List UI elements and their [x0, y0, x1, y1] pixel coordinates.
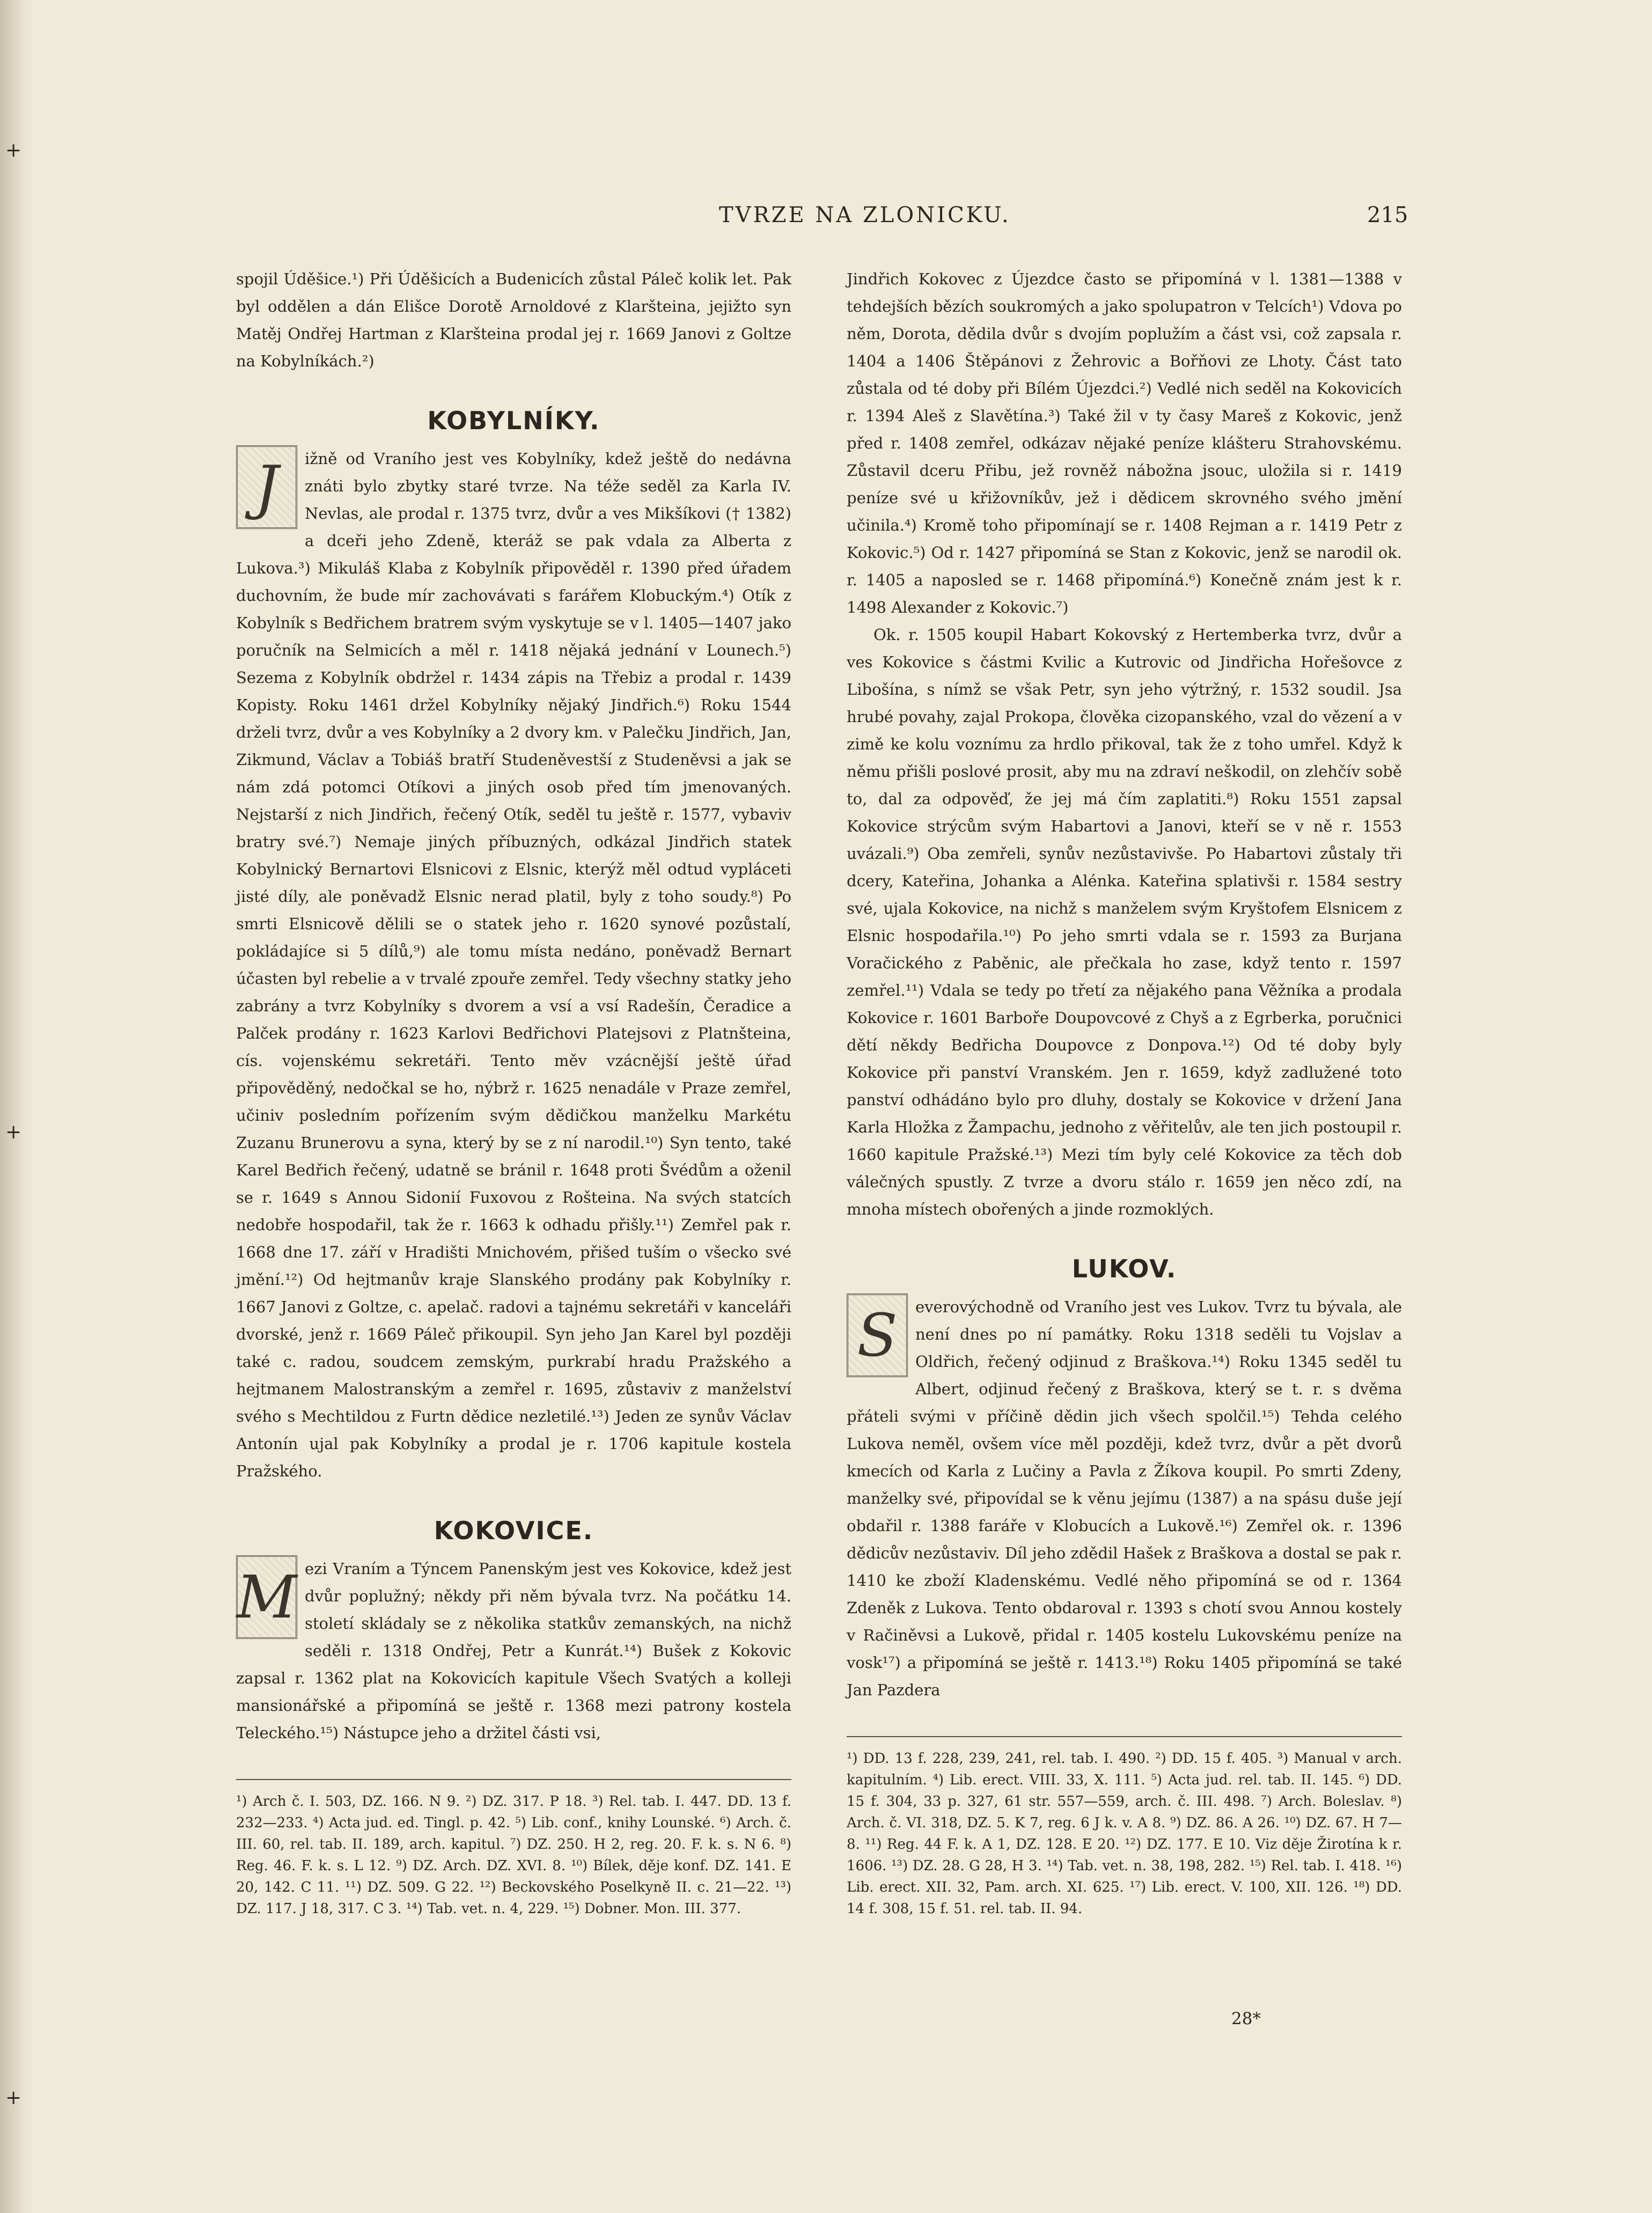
left-column: [236, 266, 791, 1920]
page-binding-edge: [0, 0, 32, 2213]
paragraph: Ok. r. 1505 koupil Habart Kokovský z Hertemberka tvrz, dvůr a ves Kokovice s částmi Kvilic a Kutrovic od Jindřicha Hořešovce z Libošína, s nímž se však Petr, syn jeho výtržný, r. 1532 soudil. Jsa hrubé povahy, zajal Prokopa, člověka cizopanského, vzal do vězení a v zimě ke kolu voznímu za hrdlo přikoval, tak že z toho umřel. Když k němu přišli poslové prosit, aby mu na zdraví neškodil, on zlehčív sobě to, dal za odpověď, že jej má čím zaplatiti.⁸) Roku 1551 zapsal Kokovice strýcům svým Habartovi a Janovi, kteří se v ně r. 1553 uvázali.⁹) Oba zemřeli, synův nezůstavivše. Po Habartovi zůstaly tři dcery, Kateřina, Johanka a Alénka. Kateřina splativši r. 1584 sestry své, ujala Kokovice, na nichž s manželem svým Kryštofem Elsnicem z Elsnic hospodařila.¹⁰) Po jeho smrti vdala se r. 1593 za Burjana Voračického z Paběnic, ale přečkala ho zase, když tento r. 1597 zemřel.¹¹) Vdala se tedy po třetí za nějakého pana Věžníka a prodala Kokovice r. 1601 Barboře Doupovcové z Chyš a z Egrberka, poručnici dětí někdy Bedřicha Doupovce z Donpova.¹²) Od té doby byly Kokovice při panství Vranském. Jen r. 1659, když zadlužené toto panství odhádáno bylo pro dluhy, dostaly se Kokovice v držení Jana Karla Hložka z Žampachu, jednoho z věřitelův, ale ten jich postoupil r. 1660 kapitule Pražské.¹³) Mezi tím byly celé Kokovice za těch dob válečných spustly. Z tvrze a dvoru stálo r. 1659 jen něco zdí, na mnoha místech obořených a jinde rozmoklých.: [847, 626, 1402, 1218]
section-title-kokovice: KOKOVICE.: [434, 1516, 594, 1545]
footnotes-right: ¹) DD. 13 f. 228, 239, 241, rel. tab. I. 490. ²) DD. 15 f. 405. ³) Manual v arch. kapitulním. ⁴) Lib. erect. VIII. 33, X. 111. ⁵) Acta jud. rel. tab. II. 145. ⁶) DD. 15 f. 304, 33 p. 327, 61 str. 557—559, arch. č. III. 498. ⁷) Arch. Boleslav. ⁸) Arch. č. VI. 318, DZ. 5. K 7, reg. 6 J k. v. A 8. ⁹) DZ. 86. A 26. ¹⁰) DZ. 67. H 7—8. ¹¹) Reg. 44 F. k. A 1, DZ. 128. E 20. ¹²) DZ. 177. E 10. Viz děje Žirotína k r. 1606. ¹³) DZ. 28. G 28, H 3. ¹⁴) Tab. vet. n. 38, 198, 282. ¹⁵) Rel. tab. I. 418. ¹⁶) Lib. erect. XII. 32, Pam. arch. XI. 625. ¹⁷) Lib. erect. V. 100, XII. 126. ¹⁸) DD. 14 f. 308, 15 f. 51. rel. tab. II. 94.: [847, 1736, 1402, 1920]
ornamental-initial: J: [236, 445, 297, 529]
binding-marker: +: [5, 139, 22, 161]
paragraph: spojil Úděšice.¹) Při Úděšicích a Budenicích zůstal Páleč kolik let. Pak byl oddělen a dán Elišce Dorotě Arnoldové z Klaršteina, jejižto syn Matěj Ondřej Hartman z Klaršteina prodal jej r. 1669 Janovi z Goltze na Kobylníkách.²): [236, 270, 791, 370]
right-column: [847, 266, 1402, 1920]
printer-signature: 28*: [1231, 2009, 1261, 2028]
footnotes-left: ¹) Arch č. I. 503, DZ. 166. N 9. ²) DZ. 317. P 18. ³) Rel. tab. I. 447. DD. 13 f. 232—233. ⁴) Acta jud. ed. Tingl. p. 42. ⁵) Lib. conf., knihy Lounské. ⁶) Arch. č. III. 60, rel. tab. II. 189, arch. kapitul. ⁷) DZ. 250. H 2, reg. 20. F. k. s. N 6. ⁸) Reg. 46. F. k. s. L 12. ⁹) DZ. Arch. DZ. XVI. 8. ¹⁰) Bílek, děje konf. DZ. 141. E 20, 142. C 11. ¹¹) DZ. 509. G 22. ¹²) Beckovského Poselkyně II. c. 21—22. ¹³) DZ. 117. J 18, 317. C 3. ¹⁴) Tab. vet. n. 4, 229. ¹⁵) Dobner. Mon. III. 377.: [236, 1779, 791, 1920]
paragraph: [236, 1555, 791, 1747]
page-number: 215: [1367, 203, 1408, 227]
binding-marker: +: [5, 1121, 22, 1143]
section-text: ižně od Vraního jest ves Kobylníky, kdež ještě do nedávna znáti bylo zbytky staré tvrze. Na téže seděl za Karla IV. Nevlas, ale prodal r. 1375 tvrz, dvůr a ves Mikšíkovi († 1382) a dceři jeho Zdeně, kteráž se pak vdala za Alberta z Lukova.³) Mikuláš Klaba z Kobylník připověděl r. 1390 před úřadem duchovním, že bude mír zachovávati s farářem Klobuckým.⁴) Otík z Kobylník s Bedřichem bratrem svým vyskytuje se v l. 1405—1407 jako poručník na Selmicích a měl r. 1418 nějaká jednání v Lounech.⁵) Sezema z Kobylník obdržel r. 1434 zápis na Třebiz a prodal r. 1439 Kopisty. Roku 1461 držel Kobylníky nějaký Jindřich.⁶) Roku 1544 drželi tvrz, dvůr a ves Kobylníky a 2 dvory km. v Palečku Jindřich, Jan, Zikmund, Václav a Tobiáš bratří Studeněvestší z Studeněvsi a jak se nám zdá potomci Otíkovi a jiných osob před tím jmenovaných. Nejstarší z nich Jindřich, řečený Otík, seděl tu ještě r. 1577, vybaviv bratry své.⁷) Nemaje jiných příbuzných, odkázal Jindřich statek Kobylnický Bernartovi Elsnicovi z Elsnic, kterýž měl odtud vypláceti jisté díly, ale poněvadž Elsnic nerad platil, byly z toho soudy.⁸) Po smrti Elsnicově dělili se o statek jeho r. 1620 synové pozůstalí, pokládajíce si 5 dílů,⁹) ale tomu místa nedáno, poněvadž Bernart účasten byl rebelie a v trvalé zpouře zemřel. Tedy všechny statky jeho zabrány a tvrz Kobylníky s dvorem a vsí a vsí Radešín, Čeradice a Palček prodány r. 1623 Karlovi Bedřichovi Platejsovi z Platnšteina, cís. vojenskému sekretáři. Tento měv vzácnější ještě úřad připověděný, nedočkal se ho, nýbrž r. 1625 nenadále v Praze zemřel, učiniv posledním pořízením svým dědičkou manželku Markétu Zuzanu Brunerovu a syna, který by se z ní narodil.¹⁰) Syn tento, také Karel Bedřich řečený, udatně se bránil r. 1648 proti Švédům a oženil se r. 1649 s Annou Sidonií Fuxovou z Rošteina. Na svých statcích nedobře hospodařil, tak že r. 1663 k odhadu přišly.¹¹) Zemřel pak r. 1668 dne 17. září v Hradišti Mnichovém, přišed tuším o všecko své jmění.¹²) Od hejtmanův kraje Slanského prodány pak Kobylníky r. 1667 Janovi z Goltze, c. apelač. radovi a tajnému sekretáři v kanceláři dvorské, jenž r. 1669 Páleč přikoupil. Syn jeho Jan Karel byl později také c. radou, soudcem zemským, purkrabí hradu Pražského a hejtmanem Malostranským a zemřel r. 1695, zůstaviv z manželství svého s Mechtildou z Furtn dědice nezletilé.¹³) Jeden ze synův Václav Antonín ujal pak Kobylníky a prodal je r. 1706 kapitule kostela Pražského.: [236, 450, 791, 1480]
section-text: ezi Vraním a Týncem Panenským jest ves Kokovice, kdež jest dvůr poplužný; někdy při něm bývala tvrz. Na počátku 14. století skládaly se z několika statkův zemanských, na nichž seděli r. 1318 Ondřej, Petr a Kunrát.¹⁴) Bušek z Kokovic zapsal r. 1362 plat na Kokovicích kapitule Všech Svatých a kolleji mansionářské a připomíná se ještě r. 1368 mezi patrony kostela Teleckého.¹⁵) Nástupce jeho a držitel části vsi,: [236, 1560, 791, 1742]
paragraph: [847, 1293, 1402, 1704]
binding-marker: +: [5, 2087, 22, 2109]
paragraph: Jindřich Kokovec z Újezdce často se připomíná v l. 1381—1388 v tehdejších bězích soukromých a jako spolupatron v Telcích¹) Vdova po něm, Dorota, dědila dvůr s dvojím poplužím a část vsi, což zapsala r. 1404 a 1406 Štěpánovi z Žehrovic a Bořňovi ze Lhoty. Část tato zůstala od té doby při Bílém Újezdci.²) Vedlé nich seděl na Kokovicích r. 1394 Aleš z Slavětína.³) Také žil v ty časy Mareš z Kokovic, jenž před r. 1408 zemřel, odkázav nějaké peníze klášteru Strahovskému. Zůstavil dceru Přibu, jež rovněž nábožna jsouc, uložila si r. 1419 peníze své u křižovníkův, jež i dědicem skrovného svého jmění učinila.⁴) Kromě toho připomínají se r. 1408 Rejman a r. 1419 Petr z Kokovic.⁵) Od r. 1427 připomíná se Stan z Kokovic, jenž se narodil ok. r. 1405 a naposled se r. 1468 připomíná.⁶) Konečně znám jest k r. 1498 Alexander z Kokovic.⁷): [847, 270, 1402, 616]
paragraph: [236, 445, 791, 1485]
ornamental-initial: M: [236, 1555, 297, 1639]
section-title-lukov: LUKOV.: [1071, 1254, 1177, 1283]
running-header: TVRZE NA ZLONICKU.: [719, 203, 1011, 227]
section-text: everovýchodně od Vraního jest ves Lukov. Tvrz tu bývala, ale není dnes po ní památky. Roku 1318 seděli tu Vojslav a Oldřich, řečený odjinud z Braškova.¹⁴) Roku 1345 seděl tu Albert, odjinud řečený z Braškova, který se t. r. s dvěma přáteli svými v příčině dědin jich všech spolčil.¹⁵) Tehda celého Lukova neměl, ovšem více měl později, kdež tvrz, dvůr a pět dvorů kmecích od Karla z Lučiny a Pavla z Žíkova koupil. Po smrti Zdeny, manželky své, připovídal se k věnu jejímu (1387) a na spásu duše její obdařil r. 1388 faráře v Klobucích a Lukově.¹⁶) Zemřel ok. r. 1396 dědicův nezůstaviv. Díl jeho zdědil Hašek z Braškova a dostal se pak r. 1410 ke zboží Kladenskému. Vedlé něho připomíná se od r. 1364 Zdeněk z Lukova. Tento obdaroval r. 1393 s chotí svou Annou kostely v Račiněvsi a Lukově, přidal r. 1405 kostelu Lukovskému peníze na vosk¹⁷) a připomíná se ještě r. 1413.¹⁸) Roku 1405 připomíná se také Jan Pazdera: [847, 1298, 1402, 1699]
ornamental-initial: S: [847, 1293, 908, 1377]
section-title-kobylniky: KOBYLNÍKY.: [427, 406, 600, 435]
